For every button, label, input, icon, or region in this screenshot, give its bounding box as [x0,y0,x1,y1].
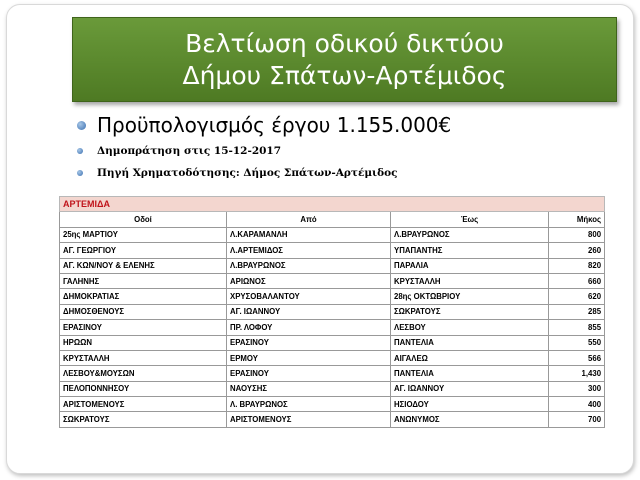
bullet-dot-icon [77,148,83,154]
bullet-text: Δημοπράτηση στις 15-12-2017 [97,145,282,157]
table-row [60,397,605,412]
cell-length: 700 [549,412,605,427]
cell-to: ΗΣΙΟΔΟΥ [391,397,549,412]
header-length: Μήκος [549,212,605,227]
cell-from: ΝΑΟΥΣΗΣ [227,381,391,396]
table-row [60,320,605,335]
table-row [60,381,605,396]
cell-length: 660 [549,273,605,288]
cell-to: ΚΡΥΣΤΑΛΛΗ [391,273,549,288]
cell-road: ΑΓ. ΓΕΩΡΓΙΟΥ [60,243,227,258]
table-row [60,258,605,273]
column-header-row [60,212,605,227]
cell-from: ΑΡΙΣΤΟΜΕΝΟΥΣ [227,412,391,427]
section-title: ΑΡΤΕΜΙΔΑ [60,197,605,212]
cell-from: ΠΡ. ΛΟΦΟΥ [227,320,391,335]
cell-road: ΚΡΥΣΤΑΛΛΗ [60,350,227,365]
table-row [60,304,605,319]
cell-road: ΔΗΜΟΣΘΕΝΟΥΣ [60,304,227,319]
table-row [60,366,605,381]
bullet-tender-date [77,140,617,162]
cell-to: ΛΕΣΒΟΥ [391,320,549,335]
cell-to: ΠΑΡΑΛΙΑ [391,258,549,273]
section-header-row [60,197,605,212]
cell-road: ΔΗΜΟΚΡΑΤΙΑΣ [60,289,227,304]
bullet-list [77,110,617,184]
bullet-dot-icon [77,170,83,176]
cell-length: 800 [549,227,605,242]
cell-to: ΑΙΓΑΛΕΩ [391,350,549,365]
cell-road: ΠΕΛΟΠΟΝΝΗΣΟΥ [60,381,227,396]
bullet-text: Πηγή Χρηματοδότησης: Δήμος Σπάτων-Αρτέμιδος [97,167,398,179]
title-banner [72,17,617,102]
cell-to: ΠΑΝΤΕΛΙΑ [391,366,549,381]
cell-to: ΑΝΩΝΥΜΟΣ [391,412,549,427]
roads-table [59,196,605,428]
cell-from: Λ.ΚΑΡΑΜΑΝΛΗ [227,227,391,242]
table-body [60,227,605,427]
cell-to: ΣΩΚΡΑΤΟΥΣ [391,304,549,319]
cell-length: 400 [549,397,605,412]
cell-to: Λ.ΒΡΑΥΡΩΝΟΣ [391,227,549,242]
table-row [60,243,605,258]
cell-road: ΕΡΑΣΙΝΟΥ [60,320,227,335]
header-roads: Οδοί [60,212,227,227]
bullet-funding-source [77,162,617,184]
cell-to: 28ης ΟΚΤΩΒΡΙΟΥ [391,289,549,304]
cell-from: ΕΡΜΟΥ [227,350,391,365]
bullet-text: Προϋπολογισμός έργου 1.155.000€ [97,113,452,137]
cell-road: ΗΡΩΩΝ [60,335,227,350]
cell-from: ΧΡΥΣΟΒΑΛΑΝΤΟΥ [227,289,391,304]
cell-from: Λ.ΒΡΑΥΡΩΝΟΣ [227,258,391,273]
cell-road: ΓΑΛΗΝΗΣ [60,273,227,288]
header-from: Από [227,212,391,227]
title-line-2: Δήμου Σπάτων-Αρτέμιδος [182,61,507,90]
cell-to: ΠΑΝΤΕΛΙΑ [391,335,549,350]
cell-length: 260 [549,243,605,258]
cell-to: ΥΠΑΠΑΝΤΗΣ [391,243,549,258]
header-to: Έως [391,212,549,227]
cell-from: Λ. ΒΡΑΥΡΩΝΟΣ [227,397,391,412]
table-row [60,289,605,304]
cell-length: 300 [549,381,605,396]
cell-to: ΑΓ. ΙΩΑΝΝΟΥ [391,381,549,396]
cell-from: ΕΡΑΣΙΝΟΥ [227,335,391,350]
cell-length: 855 [549,320,605,335]
cell-road: ΣΩΚΡΑΤΟΥΣ [60,412,227,427]
cell-length: 1,430 [549,366,605,381]
cell-road: ΑΡΙΣΤΟΜΕΝΟΥΣ [60,397,227,412]
bullet-dot-icon [77,121,86,130]
table-row [60,273,605,288]
cell-road: ΛΕΣΒΟΥ&ΜΟΥΣΩΝ [60,366,227,381]
table-row [60,227,605,242]
bullet-budget [77,110,617,140]
roads-table-container [59,196,604,428]
cell-from: Λ.ΑΡΤΕΜΙΔΟΣ [227,243,391,258]
table-row [60,350,605,365]
title-line-1: Βελτίωση οδικού δικτύου [185,29,504,58]
table-row [60,335,605,350]
cell-length: 620 [549,289,605,304]
cell-length: 566 [549,350,605,365]
cell-road: 25ης ΜΑΡΤΙΟΥ [60,227,227,242]
cell-length: 820 [549,258,605,273]
cell-length: 285 [549,304,605,319]
cell-length: 550 [549,335,605,350]
cell-from: ΕΡΑΣΙΝΟΥ [227,366,391,381]
cell-road: ΑΓ. ΚΩΝ/ΝΟΥ & ΕΛΕΝΗΣ [60,258,227,273]
cell-from: ΑΓ. ΙΩΑΝΝΟΥ [227,304,391,319]
cell-from: ΑΡΙΩΝΟΣ [227,273,391,288]
slide [6,4,634,474]
table-row [60,412,605,427]
